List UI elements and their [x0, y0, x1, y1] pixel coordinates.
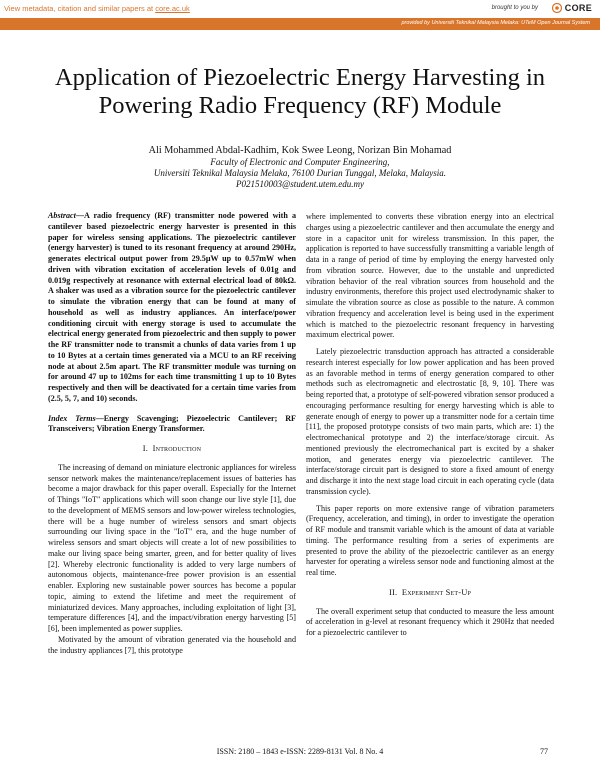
paper-authors: Ali Mohammed Abdal-Kadhim, Kok Swee Leong, Norizan Bin Mohamad: [148, 145, 452, 156]
abstract-lead: Abstract: [48, 211, 76, 220]
section-number: I.: [142, 444, 149, 453]
index-terms-lead: Index Terms: [48, 413, 96, 423]
core-link[interactable]: core.ac.uk: [155, 4, 190, 13]
intro-paragraph-1: The increasing of demand on miniature electronic appliances for wireless sensor network makes the maintenance/replacement issues of batteries has become a major drawback for this paper overall. Especially for the Internet of Things "IoT" applications which will soon change our live style [1], due to the development of MEMS sensors and low-power wireless technologies, there will be a huge number of wireless sensors and smart objects surrounding our living space in the "IoT" era, and the huge number of wireless sensors and smart objects will create a lot of new possibilities to make our living space being smarter, green, and for better quality of lives [2]. Whereby electronic functionality is added to very large numbers of autonomous objects, maintenance-free power provision is an essential enabler. Exploring new sustainable power sources has become a popular topic, aiming to extend the lifetime and meet the requirement of miniaturized devices. Many approaches, including exploitation of light [3], temperature differences [4], and the impact/vibration energy harvesting [5][6], been implemented as power supplies.: [48, 462, 296, 633]
intro-paragraph-2: Motivated by the amount of vibration generated via the household and the industry appliances [7], this prototype: [48, 634, 296, 655]
abstract-text: —A radio frequency (RF) transmitter node powered with a cantilever based piezoelectric energy harvester is presented in this paper for wireless sensing applications. The piezoelectric cantilever (energy harvester) is tuned to its resonant frequency at around 290Hz, generates electrical output power from 29.5µW up to 0.57mW when driven with vibration excitation of acceleration levels of 0.01g and 0.019g respectively at resonance with external electrical load of 80kΩ. A shaker was used as a vibration source for the piezoelectric cantilever to simulate the vibration energy that can be found at many of household as well as industry appliances. An interface/power conditioning circuit with energy storage is used to accumulate the electrical energy generated from piezoelectric and then supply to power the RF transmitter node to transmit a chunks of data varies from 1 up to 10 Bytes at a certain times generated via a MCU to an RF receiving node at about 2.5m apart. The RF transmitter module was turning on for around 47 up to 102ms for each time transmitting 1 up to 10 Bytes respectively and then will be deactivated for a certain time varies from (2.5, 5, 7, and 10) seconds.: [48, 211, 296, 403]
index-terms-text: —Energy Scavenging; Piezoelectric Cantilever; RF Transceivers; Vibration Energy Transformer.: [48, 413, 296, 434]
section-heading-introduction: [48, 444, 296, 455]
affiliation-email: P021510003@student.utem.edu.my: [235, 179, 364, 190]
section-title: Experiment Set-Up: [401, 587, 471, 597]
abstract: [48, 211, 296, 405]
page-number: 77: [540, 747, 548, 756]
brought-to-you-label: brought to you by: [491, 5, 538, 11]
core-brand[interactable]: [552, 2, 592, 14]
left-column: [48, 211, 296, 656]
paper-affiliation: [40, 157, 560, 191]
section-heading-setup: [306, 588, 554, 599]
affiliation-faculty: Faculty of Electronic and Computer Engineering,: [210, 157, 390, 167]
core-logo-icon: [552, 3, 562, 13]
right-paragraph-1: where implemented to converts these vibration energy into an electrical charges using a piezoelectric cantilever and then accumulate the energy and store in a capacitor unit for wireless transmission. In this paper, the application is reported to have successfully transmitting a variable length of data in a range of period of time by employing the energy harvested only from vibration source. However, due to the unstable and unpredicted vibration behavior of the real vibration sources from household and the industry environments, therefore this project used electrodynamic shaker to simulate the vibration source as close as possible to the nature. A common vibration frequency and acceleration level is being used in the experiment which is matched to the piezoelectric resonant frequency in harvesting maximum electrical power.: [306, 212, 554, 340]
affiliation-university: Universiti Teknikal Malaysia Melaka, 76100 Durian Tunggal, Melaka, Malaysia.: [153, 168, 447, 179]
right-column: [306, 212, 554, 639]
provided-by-text: provided by Universiti Teknikal Malaysia Melaka: UTeM Open Journal System: [401, 20, 590, 26]
section-title: Introduction: [152, 444, 202, 453]
footer-issn: ISSN: 2180 – 1843 e-ISSN: 2289-8131 Vol. 8 No. 4: [216, 747, 384, 756]
metadata-link-prefix: View metadata, citation and similar papers at: [4, 4, 156, 13]
section-number: II.: [389, 587, 398, 597]
provided-by-strip: [0, 18, 600, 30]
setup-paragraph-1: The overall experiment setup that conducted to measure the less amount of acceleration in g-level at resonant frequency which it 290Hz that needed for a piezoelectric cantilever to: [306, 606, 554, 637]
right-paragraph-2: Lately piezoelectric transduction approach has attracted a considerable research interest especially for low power application and has been proved as an favorable method in terms of energy generation compared to other methods such as electromagnetic and electrostatic [8, 9, 10]. There was being reported that, a prototype of self-powered vibration sensor produced a encouraging performance resulting for energy harvesting which is able to generate enough of energy to power up a transmitter node for a certain time [11], the proposed prototype consists of two main parts, which are: 1) the electromechanical prototype and 2) the interface/storage circuit. As mentioned previously the electromechanical part is excited by a shaker motion, and generates energy via piezoelectric cantilever. The interface/storage circuit part is designed to store a fixed amount of energy and discharge it into the next stage load circuit in each operating cycle (data transmission cycle).: [306, 347, 554, 496]
index-terms: [48, 414, 296, 436]
metadata-link-line: [4, 4, 190, 13]
right-paragraph-3: This paper reports on more extensive range of vibration parameters (Frequency, acceleration, and timing), in order to investigate the operation of RF module and transmit variable which is the amount of data at variable timing. The performance resulting from a series of experiments are presented to prove the ability of the piezoelectric cantilever as an energy harvester for operating a wireless sensor node and functioning almost at the real time.: [306, 503, 554, 577]
core-banner: [0, 0, 600, 30]
paper-title: Application of Piezoelectric Energy Harvesting in Powering Radio Frequency (RF) Module: [54, 64, 546, 119]
core-wordmark: CORE: [564, 3, 592, 13]
